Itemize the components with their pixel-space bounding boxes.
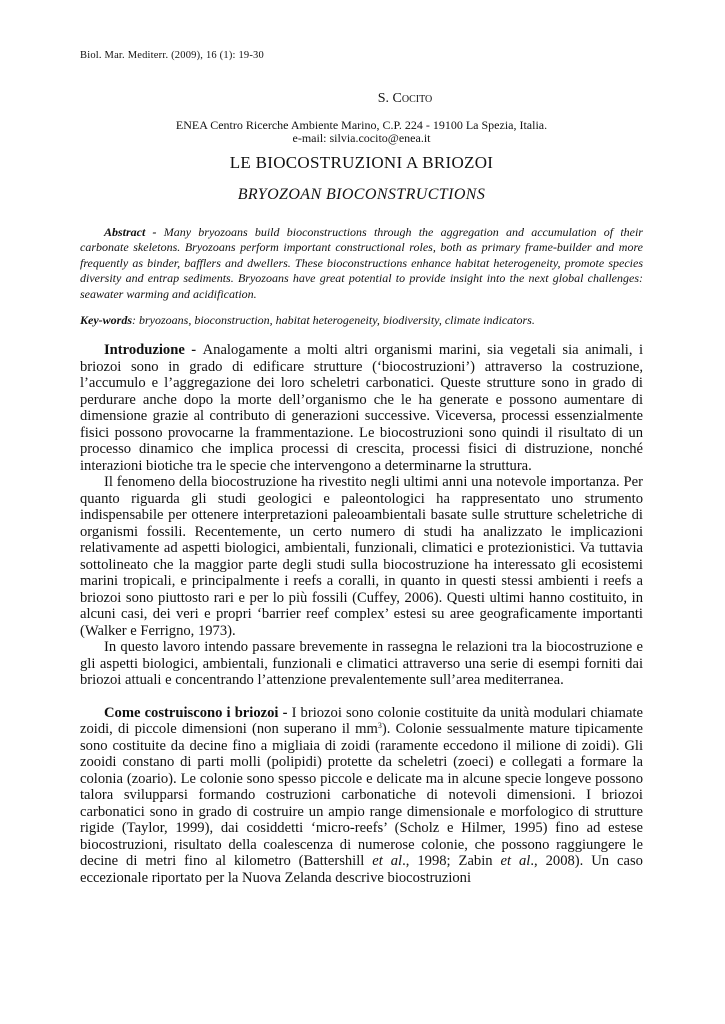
author-email[interactable]: e-mail: silvia.cocito@enea.it <box>292 131 431 145</box>
keywords-label: Key-words <box>80 313 132 327</box>
paper-subtitle: BRYOZOAN BIOCONSTRUCTIONS <box>237 186 486 203</box>
abstract-text: Many bryozoans build bioconstructions through the aggregation and accumulation of their carbonate skeletons. Bryozoans perform important constructional roles, both as primary frame-builder and more frequently as binder, bafflers and dwellers. These bioconstructions enhance habitat heterogeneity, promote species diversity and entrap sediments. Bryozoans have great potential to provide insight into the next global challenges: seawater warming and acidification. <box>80 225 643 301</box>
paragraph <box>80 705 643 887</box>
paper-title: LE BIOCOSTRUZIONI A BRIOZOI <box>229 153 494 172</box>
journal-reference: Biol. Mar. Mediterr. (2009), 16 (1): 19-30 <box>80 50 264 61</box>
author-affiliation: ENEA Centro Ricerche Ambiente Marino, C.P. 224 - 19100 La Spezia, Italia. <box>175 118 548 132</box>
section-heading-introduzione: Introduzione - <box>104 342 203 358</box>
section-heading-come-costruiscono: Come costruiscono i briozoi - <box>104 704 292 721</box>
body-text <box>80 342 643 886</box>
paragraph-text: I briozoi sono colonie costituite da unità modulari chiamate zoidi, di piccole dimensioni (non superano il mm <box>80 704 643 737</box>
abstract-label: Abstract - <box>104 225 164 239</box>
paragraph-text: ). Colonie sessualmente mature tipicamente sono costituite da decine fino a migliaia di zoidi (raramente eccedono il milione di zoidi). Gli zooidi constano di parti molli (polipidi) protette da scheletri (zoeci) e collegati a formare la colonia (zoario). Le colonie sono spesso piccole e delicate ma in alcune specie longeve possono talora svilupparsi formando costruzioni carbonatiche di notevoli dimensioni. I briozoi carbonatici sono in grado di costruire un ampio range dimensionale e morfologico di strutture rigide (Taylor, 1999), dai cosiddetti ‘micro-reefs’ (Scholz e Hilmer, 1995) fino ad estese biocostruzioni, risultato della coalescenza di numerose colonie, che possono raggiungere le decine di metri fino al kilometro (Battershill <box>80 721 643 869</box>
paragraph: In questo lavoro intendo passare brevemente in rassegna le relazioni tra la biocostruzione e gli aspetti biologici, ambientali, funzionali e climatici attraverso una serie di esempi forniti dai briozoi attuali e concentrando l’attenzione prevalentemente sull’area mediterranea. <box>80 639 643 688</box>
italic-text: et al <box>372 853 403 869</box>
author-name: S. Cocito <box>377 91 433 106</box>
paragraph-text: Analogamente a molti altri organismi marini, sia vegetali sia animali, i briozoi sono in grado di edificare strutture (‘biocostruzioni’) attraverso la costruzione, l’accumulo e l’aggregazione dei loro scheletri carbonatici. Queste strutture sono in grado di perdurare anche dopo la morte dell’organismo che le ha generate e possono aumentare di dimensione grazie al contributo di generazioni successive. Viceversa, processi essenzialmente fisici possono provocarne la frammentazione. Le biocostruzioni sono quindi il risultato di un processo dinamico che implica processi di crescita, processi fisici di distruzione, nonché interazioni biotiche tra le specie che intervengono a determinarne la struttura. <box>80 342 643 474</box>
italic-text: et al <box>500 853 531 869</box>
paragraph <box>80 342 643 474</box>
abstract <box>80 225 643 302</box>
paragraph-text: ., 2008). Un caso eccezionale riportato per la Nuova Zelanda descrive biocostruzioni <box>80 853 643 886</box>
paragraph-text: ., 1998; Zabin <box>402 853 501 869</box>
paragraph: Il fenomeno della biocostruzione ha rivestito negli ultimi anni una notevole importanza. Per quanto riguarda gli studi geologici e paleontologici ha rappresentato uno strumento indispensabile per ottenere interpretazioni paleoambientali basate sulle strutture scheletriche di organismi fossili. Recentemente, un certo numero di studi ha analizzato le implicazioni relativamente ad aspetti biologici, ambientali, funzionali, climatici e protezionistici. Va tuttavia sottolineato che la maggior parte degli studi sulla biocostruzione ha interessato gli ecosistemi marini tropicali, e principalmente i reefs a coralli, in quanto in questi stessi ambienti i reefs a briozoi sono piuttosto rari e per lo più fossili (Cuffey, 2006). Questi ultimi hanno costituito, in alcuni casi, dei veri e propri ‘barrier reef complex’ estesi su aree geograficamente importanti (Walker e Ferrigno, 1973). <box>80 474 643 639</box>
superscript: 3 <box>377 721 382 730</box>
keywords-text: : bryozoans, bioconstruction, habitat heterogeneity, biodiversity, climate indicators. <box>132 313 535 327</box>
keywords <box>80 313 643 328</box>
